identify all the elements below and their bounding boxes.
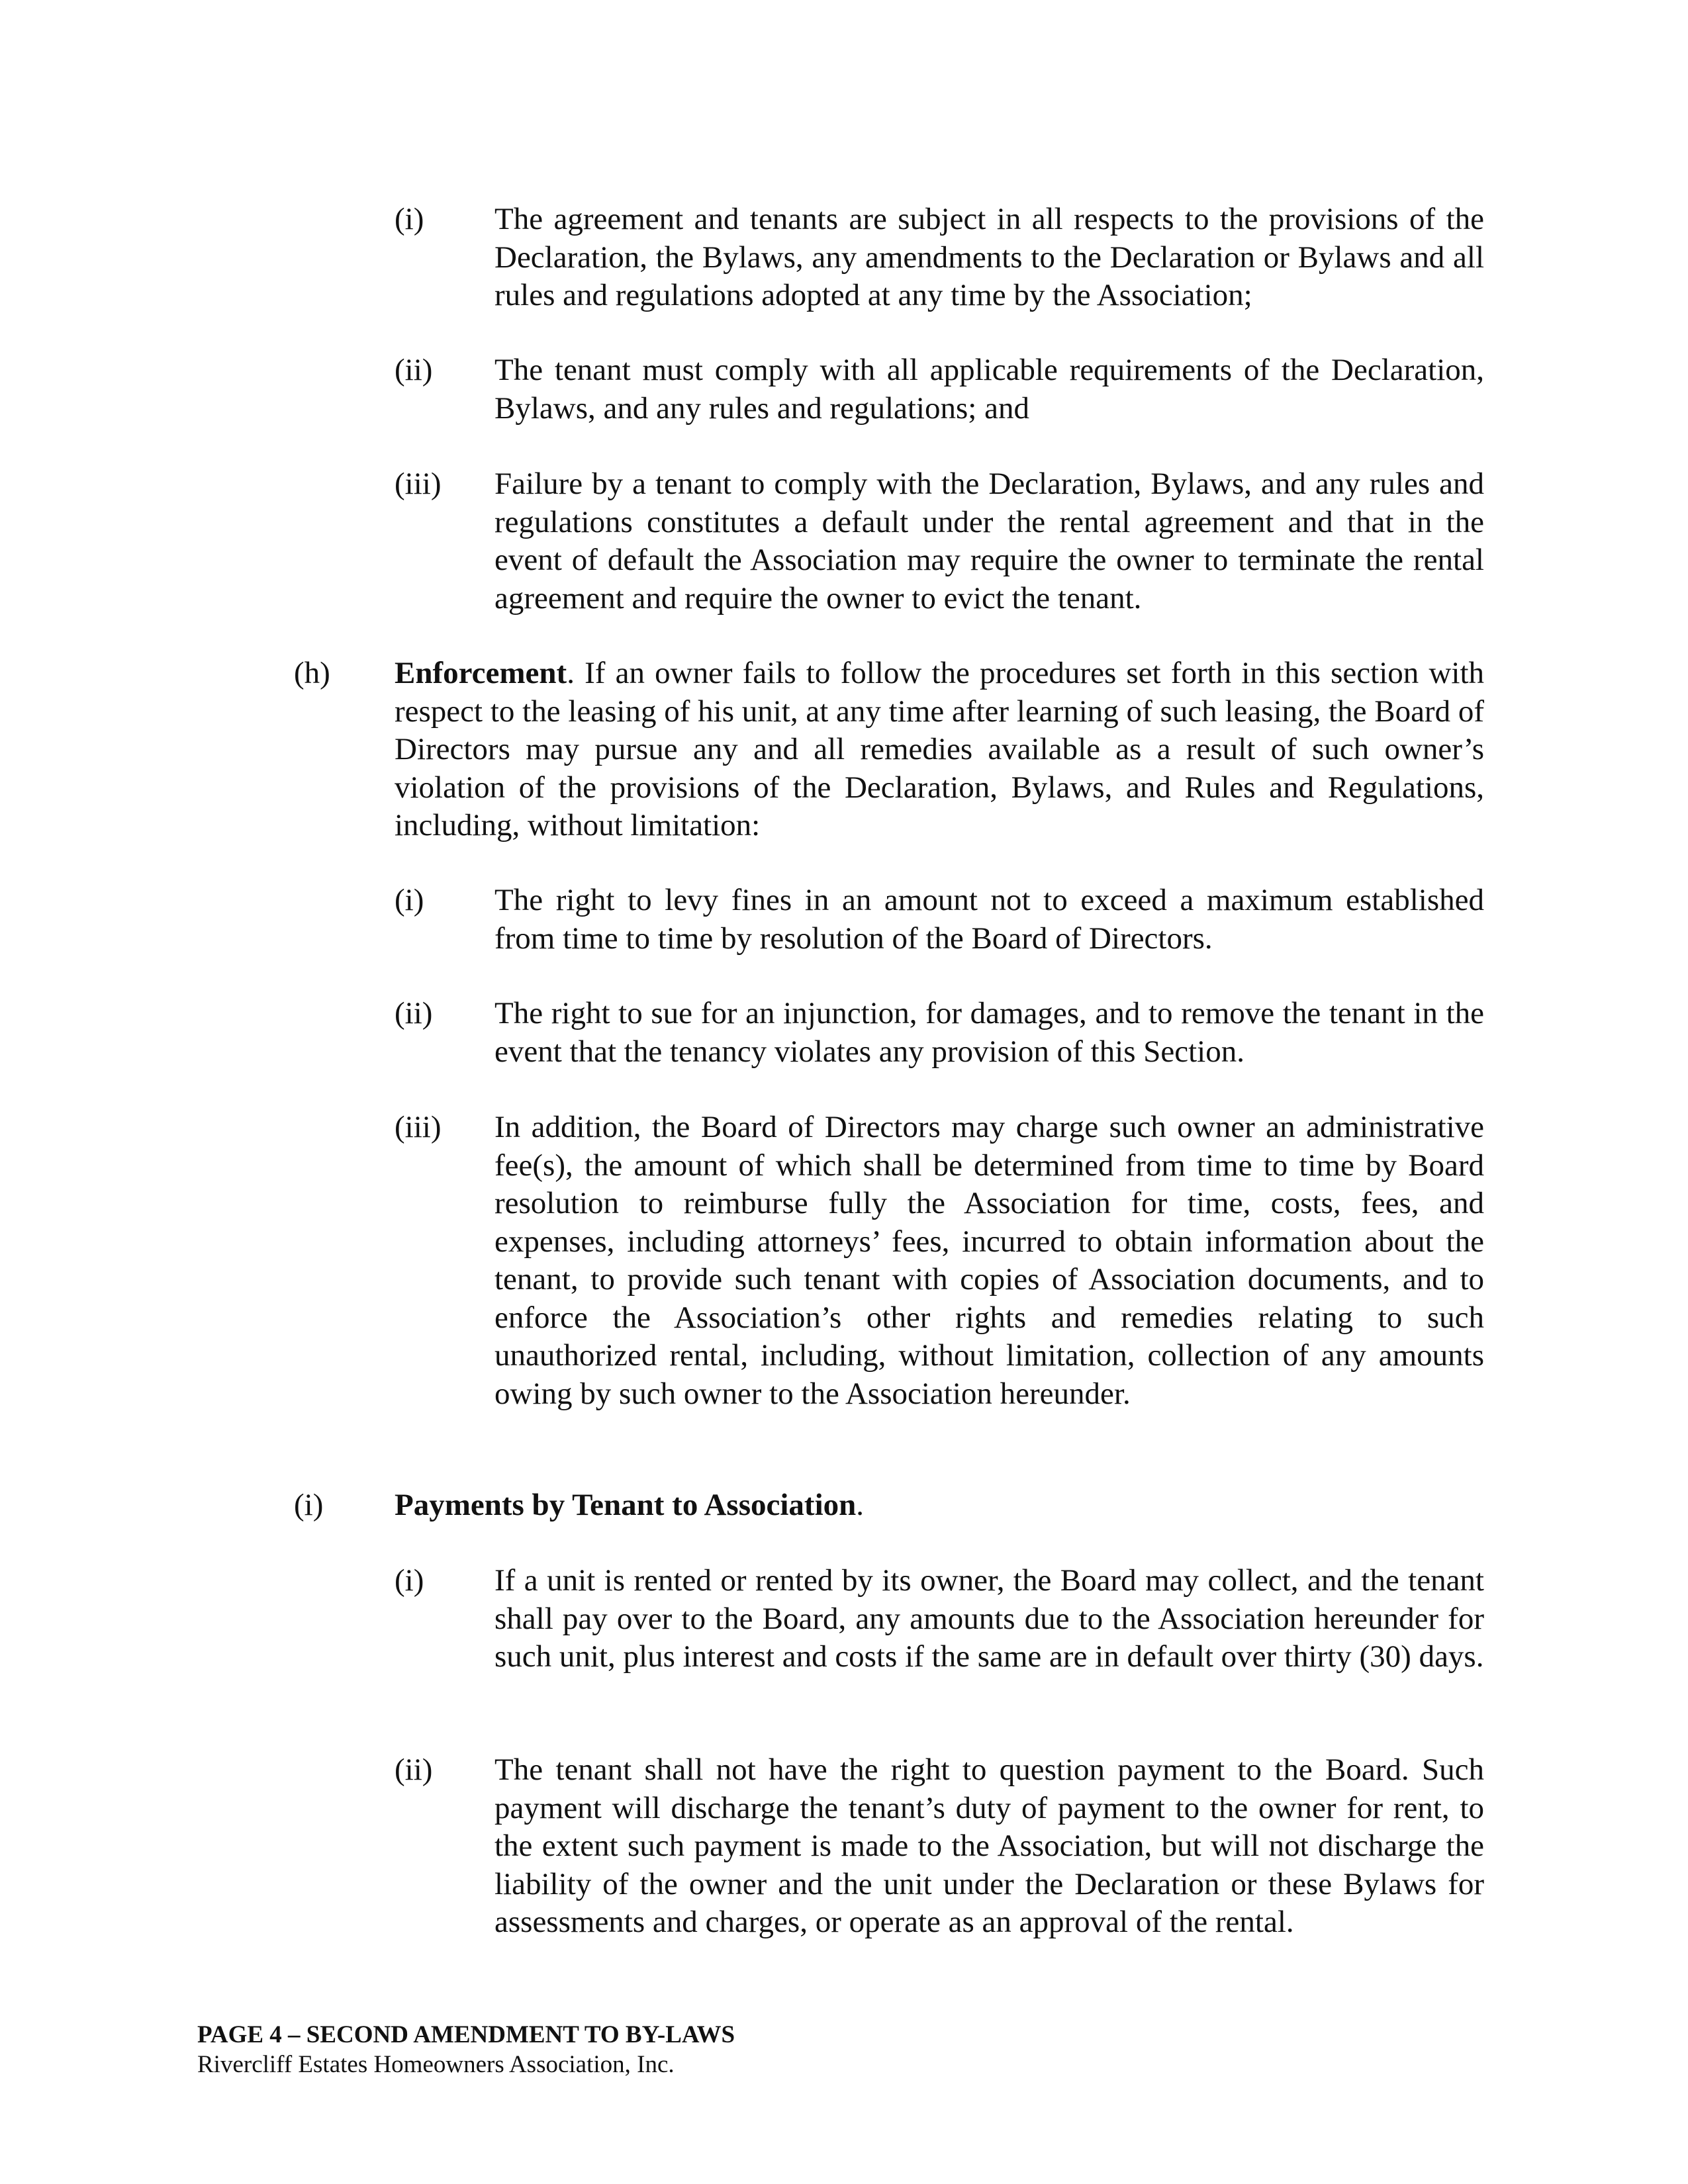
list-item — [395, 1562, 1484, 1676]
section-i — [294, 1486, 1484, 1525]
page-footer — [197, 2020, 1124, 2079]
item-text: The tenant shall not have the right to question payment to the Board. Such payment will discharge the tenant’s duty of payment to the owner for rent, to the extent such payment is made to the Association, but will not discharge the liability of the owner and the unit under the Declaration or these Bylaws for assessments and charges, or operate as an approval of the rental. — [494, 1752, 1484, 1939]
section-body: . — [856, 1488, 865, 1522]
item-text: Failure by a tenant to comply with the Declaration, Bylaws, and any rules and regulations constitutes a default under the rental agreement and that in the event of default the Association may require the owner to terminate the rental agreement and require the owner to evict the tenant. — [494, 467, 1484, 615]
footer-title: PAGE 4 – SECOND AMENDMENT TO BY-LAWS — [197, 2021, 735, 2048]
section-number: (h) — [294, 656, 330, 690]
list-item — [395, 995, 1484, 1071]
item-number: (ii) — [395, 996, 433, 1030]
item-number: (iii) — [395, 467, 442, 501]
item-text: The right to sue for an injunction, for damages, and to remove the tenant in the event that the tenancy violates any provision of this Section. — [494, 996, 1484, 1069]
section-body: . If an owner fails to follow the procedures set forth in this section with respect to the leasing of his unit, at any time after learning of such leasing, the Board of Directors may pursue any and all remedies available as a result of such owner’s violation of the provisions of the Declaration, Bylaws, and Rules and Regulations, including, without limitation: — [395, 656, 1484, 842]
item-number: (i) — [395, 883, 424, 917]
item-text: The right to levy fines in an amount not to exceed a maximum established from time to time by resolution of the Board of Directors. — [494, 883, 1484, 956]
item-number: (ii) — [395, 1752, 433, 1787]
list-item — [395, 1109, 1484, 1413]
item-text: The agreement and tenants are subject in all respects to the provisions of the Declaration, the Bylaws, any amendments to the Declaration or Bylaws and all rules and regulations adopted at any time by the Association; — [494, 202, 1484, 312]
section-text — [395, 655, 1484, 845]
item-number: (ii) — [395, 353, 433, 387]
footer-organization: Rivercliff Estates Homeowners Association, Inc. — [197, 2051, 675, 2078]
section-text — [395, 1486, 1484, 1525]
item-number: (i) — [395, 202, 424, 236]
item-text: The tenant must comply with all applicable requirements of the Declaration, Bylaws, and any rules and regulations; and — [494, 353, 1484, 426]
list-item — [395, 201, 1484, 315]
section-heading: Payments by Tenant to Association — [395, 1488, 857, 1522]
list-item — [395, 1751, 1484, 1942]
section-heading: Enforcement — [395, 656, 567, 690]
item-text: If a unit is rented or rented by its owner, the Board may collect, and the tenant shall pay over to the Board, any amounts due to the Association hereunder for such unit, plus interest and costs if the same are in default over thirty (30) days. — [494, 1563, 1484, 1674]
item-number: (i) — [395, 1563, 424, 1598]
item-number: (iii) — [395, 1110, 442, 1144]
list-item — [395, 351, 1484, 428]
list-item — [395, 882, 1484, 958]
section-number: (i) — [294, 1488, 324, 1522]
item-text: In addition, the Board of Directors may charge such owner an administrative fee(s), the amount of which shall be determined from time to time by Board resolution to reimburse fully the Association for time, costs, fees, and expenses, including attorneys’ fees, incurred to obtain information about the tenant, to provide such tenant with copies of Association documents, and to enforce the Association’s other rights and remedies relating to such unauthorized rental, including, without limitation, collection of any amounts owing by such owner to the Association hereunder. — [494, 1110, 1484, 1411]
list-item — [395, 465, 1484, 617]
section-h — [294, 655, 1484, 845]
